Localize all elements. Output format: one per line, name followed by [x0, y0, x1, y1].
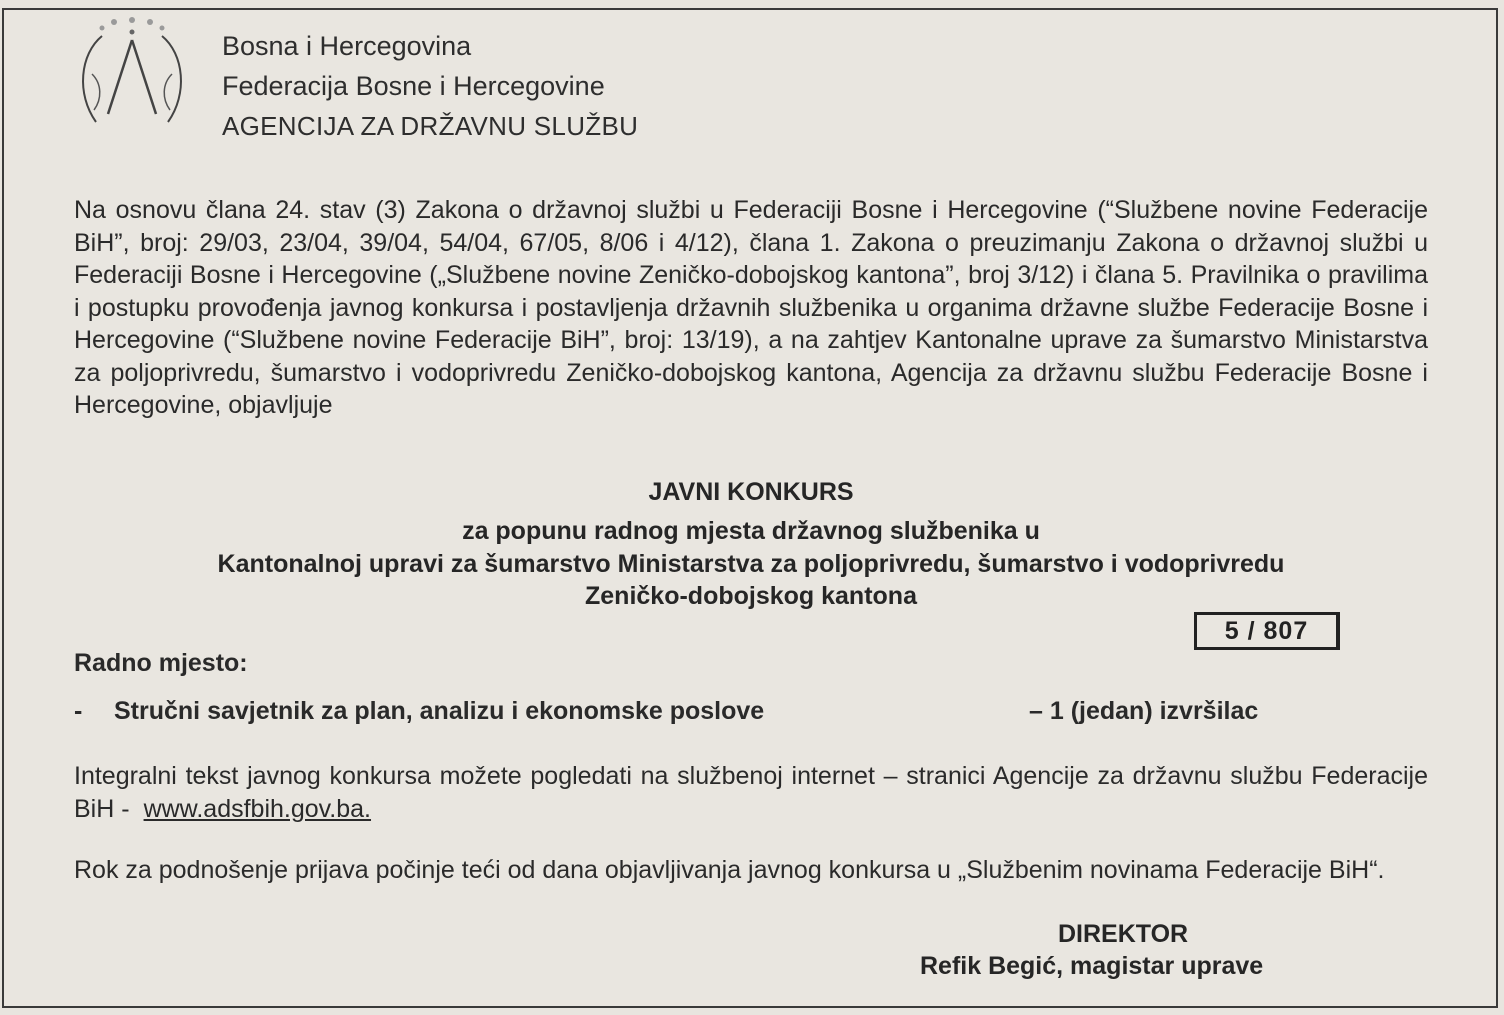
- intro-paragraph: Na osnovu člana 24. stav (3) Zakona o državnoj službi u Federaciji Bosne i Hercegovine (“Službene novine Federacije BiH”, broj: 29/03, 23/04, 39/04, 54/04, 67/05, 8/06 i 4/12), člana 1. Zakona o preuzimanju Zakona o državnoj službi u Federaciji Bosne i Hercegovine („Službene novine Zeničko-dobojskog kantona”, broj 3/12) i člana 5. Pravilnika o pravilima i postupku provođenja javnog konkursa i postavljenja državnih službenika u organima državne službe Federacije Bosne i Hercegovine (“Službene novine Federacije BiH”, broj: 13/19), a na zahtjev Kantonalne uprave za šumarstvo Ministarstva za poljoprivredu, šumarstvo i vodoprivredu Zeničko-dobojskog kantona, Agencija za državnu službu Federacije Bosne i Hercegovine, objavljuje: [74, 196, 1428, 419]
- subtitle-line: Zeničko-dobojskog kantona: [585, 582, 917, 610]
- signature-name: Refik Begić, magistar uprave: [920, 952, 1264, 980]
- header-country: Bosna i Hercegovina: [222, 31, 472, 61]
- integral-text-paragraph: [74, 760, 1428, 825]
- header-agency: AGENCIJA ZA DRŽAVNU SLUŽBU: [222, 111, 639, 141]
- integral-text: Integralni tekst javnog konkursa možete pogledati na službenoj internet – stranici Agencije za državnu službu Federacije BiH -: [74, 762, 1428, 823]
- job-count: – 1 (jedan) izvršilac: [1029, 697, 1259, 725]
- job-label: Radno mjesto:: [74, 649, 248, 677]
- agency-logo-icon: [72, 14, 192, 132]
- website-link[interactable]: www.adsfbih.gov.ba.: [143, 794, 372, 823]
- job-bullet: -: [74, 697, 83, 725]
- deadline-paragraph: Rok za podnošenje prijava počinje teći od dana objavljivanja javnog konkursa u „Službenim novinama Federacije BiH“.: [74, 856, 1385, 884]
- notice-title: JAVNI KONKURS: [648, 478, 854, 506]
- job-title: Stručni savjetnik za plan, analizu i ekonomske poslove: [114, 697, 765, 725]
- reference-number-badge: 5 / 807: [1194, 612, 1340, 650]
- header: [222, 26, 638, 146]
- subtitle-line: za popunu radnog mjesta državnog službenika u: [462, 517, 1040, 545]
- subtitle-line: Kantonalnoj upravi za šumarstvo Ministarstva za poljoprivredu, šumarstvo i vodoprivredu: [217, 549, 1285, 578]
- signature-title: DIREKTOR: [1058, 920, 1189, 948]
- notice-subtitle: [74, 515, 1428, 613]
- header-federation: Federacija Bosne i Hercegovine: [222, 71, 605, 101]
